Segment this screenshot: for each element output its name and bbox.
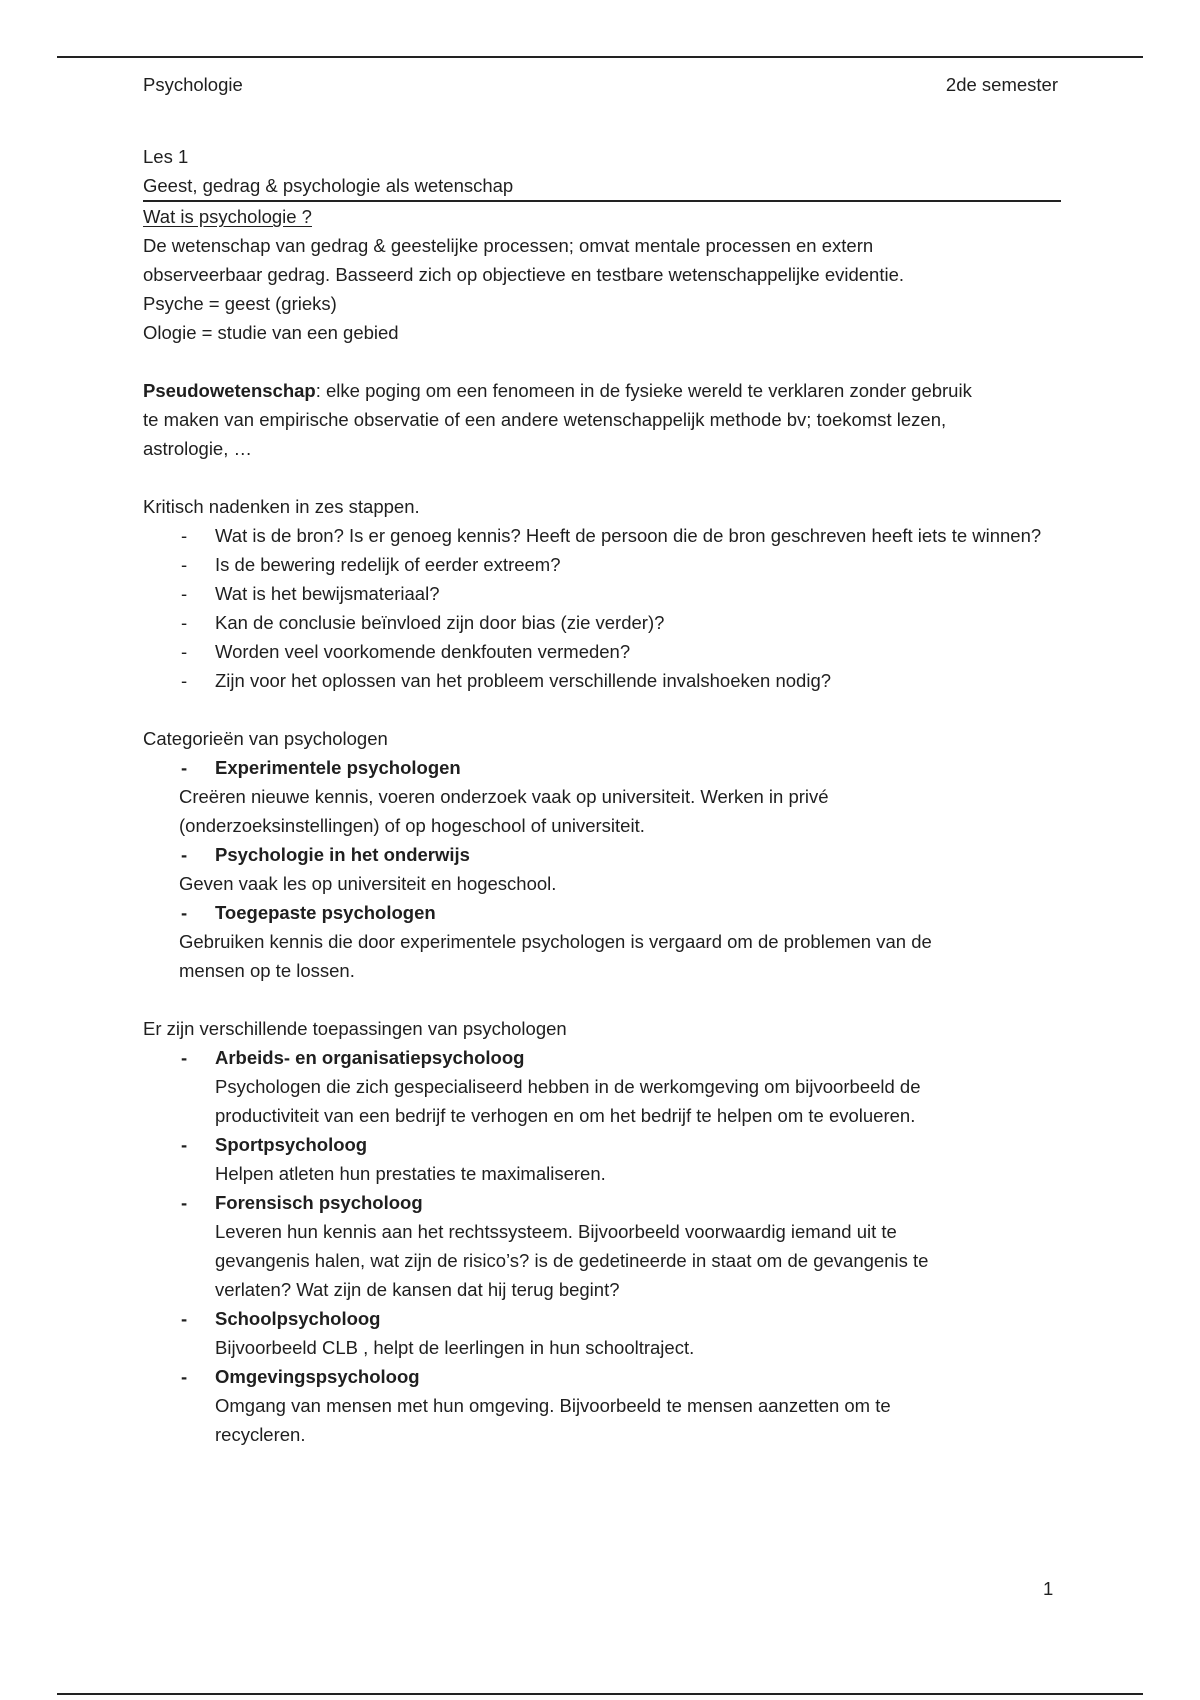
list-item: - Wat is de bron? Is er genoeg kennis? Heeft de persoon die de bron geschreven heeft iets te winnen? (143, 521, 1067, 550)
header-subject: Psychologie (143, 74, 243, 95)
application-title: - Arbeids- en organisatiepsycholoog (143, 1043, 1063, 1072)
list-item: - Kan de conclusie beïnvloed zijn door bias (zie verder)? (143, 608, 1063, 637)
pseudoscience-line: te maken van empirische observatie of een andere wetenschappelijk methode bv; toekomst lezen, (143, 409, 947, 430)
list-item: - Worden veel voorkomende denkfouten vermeden? (143, 637, 1063, 666)
lesson-number: Les 1 (143, 146, 189, 167)
category-description: Creëren nieuwe kennis, voeren onderzoek vaak op universiteit. Werken in privé (179, 786, 829, 807)
page-header (143, 72, 1058, 98)
etymology-line: Psyche = geest (grieks) (143, 293, 337, 314)
applications-list (143, 1043, 1063, 1072)
application-description: productiviteit van een bedrijf te verhogen en om het bedrijf te helpen om te evolueren. (215, 1105, 916, 1126)
category-title: - Toegepaste psychologen (143, 898, 1063, 927)
definition-line: observeerbaar gedrag. Basseerd zich op objectieve en testbare wetenschappelijke evidentie. (143, 264, 905, 285)
category-title: - Experimentele psychologen (143, 753, 1063, 782)
category-description: Geven vaak les op universiteit en hogeschool. (179, 873, 557, 894)
list-item: - Is de bewering redelijk of eerder extreem? (143, 550, 1063, 579)
application-description: Bijvoorbeeld CLB , helpt de leerlingen in hun schooltraject. (215, 1337, 695, 1358)
application-description: Helpen atleten hun prestaties te maximaliseren. (215, 1163, 606, 1184)
document-body (143, 142, 1063, 1449)
etymology-line: Ologie = studie van een gebied (143, 322, 399, 343)
category-description: (onderzoeksinstellingen) of op hogeschool of universiteit. (179, 815, 645, 836)
application-title: - Schoolpsycholoog (143, 1304, 1063, 1333)
list-item: - Wat is het bewijsmateriaal? (143, 579, 1063, 608)
definition-line: De wetenschap van gedrag & geestelijke processen; omvat mentale processen en extern (143, 235, 874, 256)
critical-thinking-list (143, 521, 1063, 695)
application-description: gevangenis halen, wat zijn de risico’s? is de gedetineerde in staat om de gevangenis te (215, 1250, 929, 1271)
pseudoscience-paragraph (143, 376, 1063, 405)
pseudoscience-text: : elke poging om een fenomeen in de fysieke wereld te verklaren zonder gebruik (315, 380, 972, 401)
lesson-title: Geest, gedrag & psychologie als wetenschap (143, 171, 1061, 202)
category-description: mensen op te lossen. (179, 960, 355, 981)
category-title: - Psychologie in het onderwijs (143, 840, 1063, 869)
application-description: Psychologen die zich gespecialiseerd hebben in de werkomgeving om bijvoorbeeld de (215, 1076, 921, 1097)
application-title: - Omgevingspsycholoog (143, 1362, 1063, 1391)
categories-heading: Categorieën van psychologen (143, 728, 388, 749)
application-title: - Sportpsycholoog (143, 1130, 1063, 1159)
page-top-rule (57, 56, 1143, 58)
pseudoscience-term: Pseudowetenschap (143, 380, 316, 401)
application-description: Leveren hun kennis aan het rechtssysteem. Bijvoorbeeld voorwaardig iemand uit te (215, 1221, 897, 1242)
application-title: - Forensisch psycholoog (143, 1188, 1063, 1217)
application-description: verlaten? Wat zijn de kansen dat hij terug begint? (215, 1279, 620, 1300)
list-item: - Zijn voor het oplossen van het probleem verschillende invalshoeken nodig? (143, 666, 1063, 695)
header-semester: 2de semester (945, 74, 1058, 95)
pseudoscience-line: astrologie, … (143, 438, 252, 459)
category-description: Gebruiken kennis die door experimentele psychologen is vergaard om de problemen van de (179, 931, 932, 952)
categories-list (143, 753, 1063, 782)
page-bottom-rule (57, 1693, 1143, 1695)
critical-thinking-heading: Kritisch nadenken in zes stappen. (143, 496, 420, 517)
page-number: 1 (1043, 1578, 1054, 1599)
application-description: recycleren. (215, 1424, 306, 1445)
applications-heading: Er zijn verschillende toepassingen van psychologen (143, 1018, 567, 1039)
section-question: Wat is psychologie ? (143, 206, 312, 227)
application-description: Omgang van mensen met hun omgeving. Bijvoorbeeld te mensen aanzetten om te (215, 1395, 891, 1416)
